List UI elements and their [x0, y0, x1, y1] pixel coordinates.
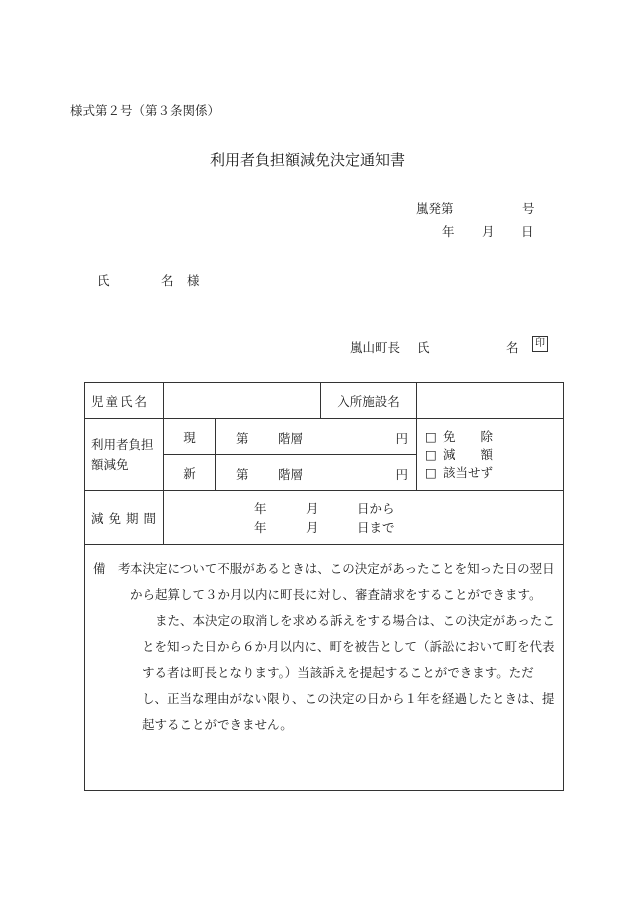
issuer-family-label: 氏 — [417, 340, 430, 355]
decision-table — [84, 382, 564, 791]
burden-reduction-label: 利用者負担額減免 — [85, 419, 164, 491]
remarks-label: 備 考 — [93, 561, 131, 576]
remarks-paragraph-2: また、本決定の取消しを求める訴えをする場合は、この決定があったことを知った日から６か月以内に、町を被告として（訴訟において町を代表する者は町長となります。）当該訴えを提起することができます。ただし、正当な理由がない限り、この決定の日から１年を経過したときは、提起することができません。 — [142, 613, 555, 732]
option-not-applicable[interactable] — [417, 464, 563, 482]
child-name-label: 児童氏名 — [85, 383, 164, 419]
na-checkbox-icon[interactable]: □ — [425, 464, 437, 480]
remarks-cell — [85, 545, 564, 791]
option-reduce-label: 減 額 — [443, 446, 494, 462]
period-until-year: 年 — [254, 520, 267, 535]
reference-number-prefix: 嵐発第 — [416, 201, 454, 216]
period-from-day: 日から — [357, 501, 395, 516]
current-kaiso-label: 階層 — [278, 431, 304, 446]
option-exempt-label: 免 除 — [443, 428, 494, 444]
new-kaiso-label: 階層 — [278, 467, 304, 482]
new-yen-label: 円 — [395, 467, 408, 482]
reduction-options — [417, 419, 564, 491]
issuer-given-label: 名 — [506, 340, 519, 355]
issuer-office: 嵐山町長 — [350, 340, 401, 355]
option-reduce[interactable] — [417, 446, 563, 464]
seal-mark: 印 — [532, 336, 548, 352]
option-na-label: 該当せず — [443, 464, 494, 480]
reduction-period-field[interactable] — [164, 491, 564, 545]
child-name-field[interactable] — [164, 383, 321, 419]
new-label: 新 — [164, 455, 216, 491]
new-dai-label: 第 — [236, 467, 249, 482]
addressee-given-label: 名 — [161, 273, 174, 288]
facility-name-field[interactable] — [417, 383, 564, 419]
period-from-year: 年 — [254, 501, 267, 516]
reduce-checkbox-icon[interactable]: □ — [425, 446, 437, 462]
current-dai-label: 第 — [236, 431, 249, 446]
date-day-label: 日 — [521, 224, 534, 239]
exempt-checkbox-icon[interactable]: □ — [425, 428, 437, 444]
current-yen-label: 円 — [395, 431, 408, 446]
period-from-month: 月 — [306, 501, 319, 516]
period-until-day: 日まで — [357, 520, 395, 535]
new-tier-field[interactable] — [216, 455, 417, 491]
date-year-label: 年 — [442, 224, 455, 239]
addressee-honorific: 様 — [187, 273, 200, 288]
period-until-month: 月 — [306, 520, 319, 535]
current-tier-field[interactable] — [216, 419, 417, 455]
date-month-label: 月 — [482, 224, 495, 239]
reduction-period-label: 減免期間 — [85, 491, 164, 545]
current-label: 現 — [164, 419, 216, 455]
document-title: 利用者負担額減免決定通知書 — [210, 151, 406, 169]
remarks-paragraph-1: 本決定について不服があるときは、この決定があったことを知った日の翌日から起算して３か月以内に町長に対し、審査請求をすることができます。 — [130, 561, 555, 602]
facility-name-label: 入所施設名 — [321, 383, 417, 419]
addressee-family-label: 氏 — [97, 273, 110, 288]
option-exempt[interactable] — [417, 428, 563, 446]
form-number: 様式第２号（第３条関係） — [70, 103, 221, 118]
reference-number-suffix: 号 — [522, 201, 535, 216]
